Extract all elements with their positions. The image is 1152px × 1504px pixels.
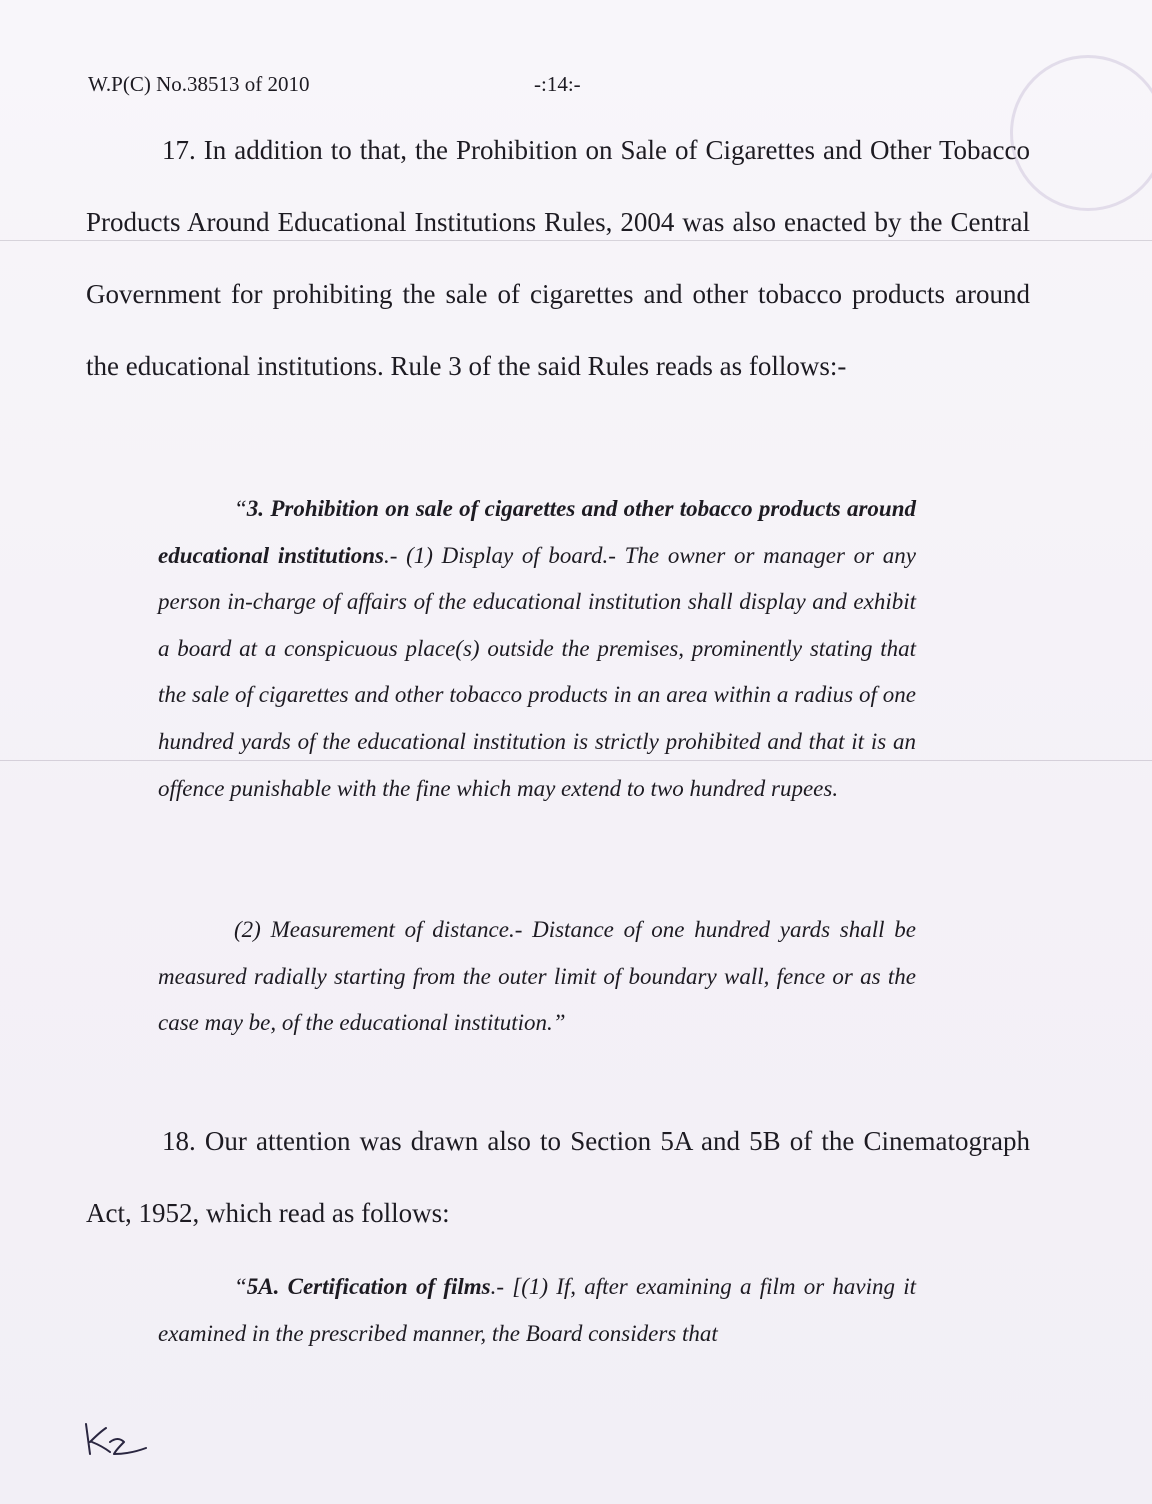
quote-open-mark: “ [234,496,247,521]
page-number: -:14:- [534,72,581,96]
rule-3-heading: 3. Prohibition on sale of cigarettes and other tobacco products around educational institutions [158,496,916,568]
quote-rule-3-sub-2 [158,907,916,1047]
quote-section-5a [158,1264,916,1357]
section-5a-heading: 5A. Certification of films [246,1274,491,1299]
rule-3-body: .- (1) Display of board.- The owner or manager or any person in-charge of affairs of the educational institution shall display and exhibit a board at a conspicuous place(s) outside the premises, prominently stating that the sale of cigarettes and other tobacco products in an area within a radius of one hundred yards of the educational institution is strictly prohibited and that it is an offence punishable with the fine which may extend to two hundred rupees. [158,542,916,801]
handwritten-initials [80,1420,150,1460]
paragraph-17 [86,114,1030,402]
section-5a-body: .- [(1) If, after examining a film or having it examined in the prescribed manner, the Board considers that [158,1274,916,1346]
paragraph-17-text: 17. In addition to that, the Prohibition on Sale of Cigarettes and Other Tobacco Products Around Educational Institutions Rules, 2004 was also enacted by the Central Government for prohibiting the sale of cigarettes and other tobacco products around the educational institutions. Rule 3 of the said Rules reads as follows:- [86,135,1030,381]
faint-stamp-mark [1010,55,1152,211]
paragraph-18-text: 18. Our attention was drawn also to Section 5A and 5B of the Cinematograph Act, 1952, which read as follows: [86,1126,1030,1228]
quote-rule-3 [158,486,916,812]
case-number: W.P(C) No.38513 of 2010 [88,72,310,96]
paragraph-18 [86,1105,1030,1249]
rule-3-sub-2-text: (2) Measurement of distance.- Distance of one hundred yards shall be measured radially starting from the outer limit of boundary wall, fence or as the case may be, of the educational institution.” [158,917,916,1036]
quote-open-mark: “ [234,1274,247,1299]
